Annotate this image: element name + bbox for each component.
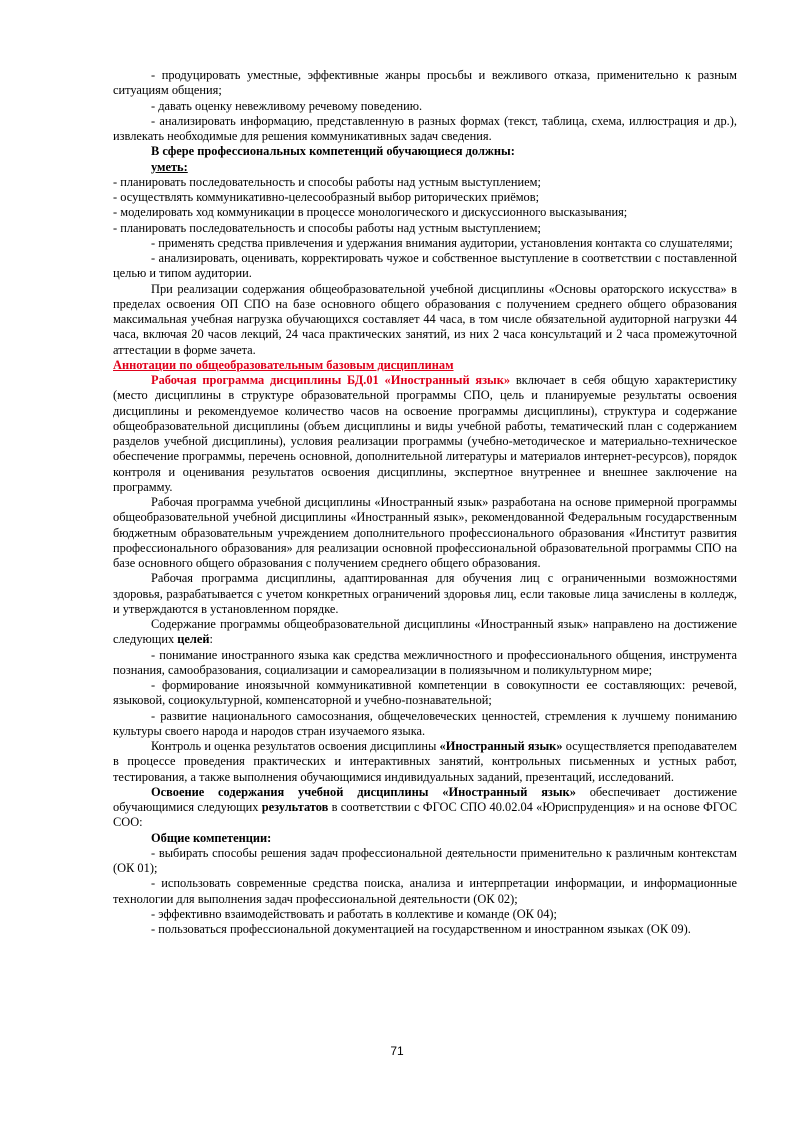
- skill-item: - осуществлять коммуникативно-целесообразный выбор риторических приёмов;: [113, 190, 540, 204]
- document-page: [113, 68, 737, 937]
- umet-label: уметь:: [151, 159, 188, 174]
- mastery-lead: Освоение содержания учебной дисциплины «Иностранный язык»: [151, 784, 576, 799]
- paragraph-text: :: [209, 632, 213, 647]
- paragraph: - продуцировать уместные, эффективные жанры просьбы и вежливого отказа, применительно к разным ситуациям общения;: [113, 68, 737, 98]
- prof-competencies-heading: В сфере профессиональных компетенций обучающиеся должны:: [151, 144, 515, 159]
- paragraph: Рабочая программа учебной дисциплины «Иностранный язык» разработана на основе примерной программы общеобразовательной учебной дисциплины «Иностранный язык», рекомендованной Федеральным государственным бюджетным образовательным учреждением дополнительного профессионального образования «Институт развития профессионального образования» для реализации основной профессиональной образовательной программы СПО на базе основного общего образования с получением среднего общего образования.: [113, 495, 737, 570]
- results-word: результатов: [261, 800, 329, 814]
- paragraph: [113, 373, 737, 495]
- competency-item: - использовать современные средства поиска, анализа и интерпретации информации, и информационные технологии для выполнения задач профессиональной деятельности (ОК 02);: [113, 876, 737, 906]
- skill-item: - моделировать ход коммуникации в процессе монологического и дискуссионного высказывания;: [113, 205, 628, 220]
- skill-item: - планировать последовательность и способы работы над устным выступлением;: [113, 174, 541, 189]
- page-number: 71: [390, 1044, 404, 1058]
- section-heading: Аннотации по общеобразовательным базовым дисциплинам: [113, 357, 454, 372]
- general-competencies-heading: Общие компетенции:: [151, 830, 272, 845]
- paragraph: При реализации содержания общеобразовательной учебной дисциплины «Основы ораторского искусства» в пределах освоения ОП СПО на базе основного общего образования с получением среднего общего образования максимальная учебная нагрузка обучающихся составляет 44 часа, в том числе обязательной аудиторной нагрузки 44 часа, включая 20 часов лекций, 24 часа практических занятий, из них 2 часа консультаций и 2 часа промежуточной аттестации в форме зачета.: [113, 281, 737, 357]
- paragraph-text: в соответствии с ФГОС СПО 40.02.04 «Юриспруденция» и на основе ФГОС СОО:: [113, 800, 738, 830]
- goals-word: целей: [177, 632, 210, 647]
- skill-item: - применять средства привлечения и удержания внимания аудитории, установления контакта со слушателями;: [151, 235, 733, 250]
- discipline-name: «Иностранный язык»: [439, 739, 563, 753]
- paragraph: [113, 739, 737, 785]
- paragraph-text: Контроль и оценка результатов освоения дисциплины: [151, 739, 440, 753]
- program-title: Рабочая программа дисциплины БД.01 «Иностранный язык»: [151, 373, 511, 387]
- paragraph: - давать оценку невежливому речевому поведению.: [151, 98, 423, 113]
- goal-item: - понимание иностранного языка как средства межличностного и профессионального общения, инструмента познания, самообразования, социализации и самореализации в полиязычном и поликультурном мире;: [113, 647, 737, 677]
- paragraph-text: обеспечивает достижение обучающимися следующих: [113, 784, 737, 814]
- competency-item: - эффективно взаимодействовать и работать в коллективе и команде (ОК 04);: [151, 906, 557, 921]
- goal-item: - развитие национального самосознания, общечеловеческих ценностей, стремления к лучшему пониманию культуры своего народа и народов стран изучаемого языка.: [113, 708, 737, 738]
- goal-item: - формирование иноязычной коммуникативной компетенции в совокупности ее составляющих: речевой, языковой, социокультурной, компенсаторной и учебно-познавательной;: [113, 678, 737, 708]
- paragraph-text: включает в себя общую характеристику (место дисциплины в структуре образовательной программы СПО, цель и планируемые результаты освоения дисциплины и рекомендуемое количество часов на освоение программы дисциплины), структура и содержание общеобразовательной дисциплины (объем дисциплины и виды учебной работы, тематический план с содержанием разделов учебной дисциплины), условия реализации программы (учебно-методическое и материально-техническое обеспечение программы, перечень основной, дополнительной литературы и материалов интернет-ресурсов), порядок контроля и оценивания результатов освоения дисциплины, экспертное внутреннее и внешнее заключение на программу.: [113, 373, 737, 494]
- competency-item: - выбирать способы решения задач профессиональной деятельности применительно к различным контекстам (ОК 01);: [113, 845, 737, 875]
- competency-item: - пользоваться профессиональной документацией на государственном и иностранном языках (ОК 09).: [151, 922, 691, 936]
- paragraph: Рабочая программа дисциплины, адаптированная для обучения лиц с ограниченными возможностями здоровья, разрабатывается с учетом конкретных ограничений здоровья лиц, если таковые лица зачислены в колледж, и утверждаются в установленном порядке.: [113, 571, 737, 616]
- paragraph-text: Содержание программы общеобразовательной дисциплины «Иностранный язык» направлено на достижение следующих: [113, 617, 737, 647]
- paragraph: [113, 785, 737, 831]
- skill-item: - анализировать, оценивать, корректировать чужое и собственное выступление в соответствии с поставленной целью и типом аудитории.: [113, 251, 737, 281]
- paragraph: - анализировать информацию, представленную в разных формах (текст, таблица, схема, иллюстрация и др.), извлекать необходимые для решения коммуникативных задач сведения.: [113, 113, 737, 143]
- paragraph: [113, 617, 737, 648]
- skill-item: - планировать последовательность и способы работы над устным выступлением;: [113, 220, 541, 235]
- paragraph-text: осуществляется преподавателем в процессе проведения практических и интерактивных занятий, контрольных письменных и устных работ, тестирования, а также выполнения обучающимися индивидуальных заданий, презентаций, исследований.: [113, 739, 737, 784]
